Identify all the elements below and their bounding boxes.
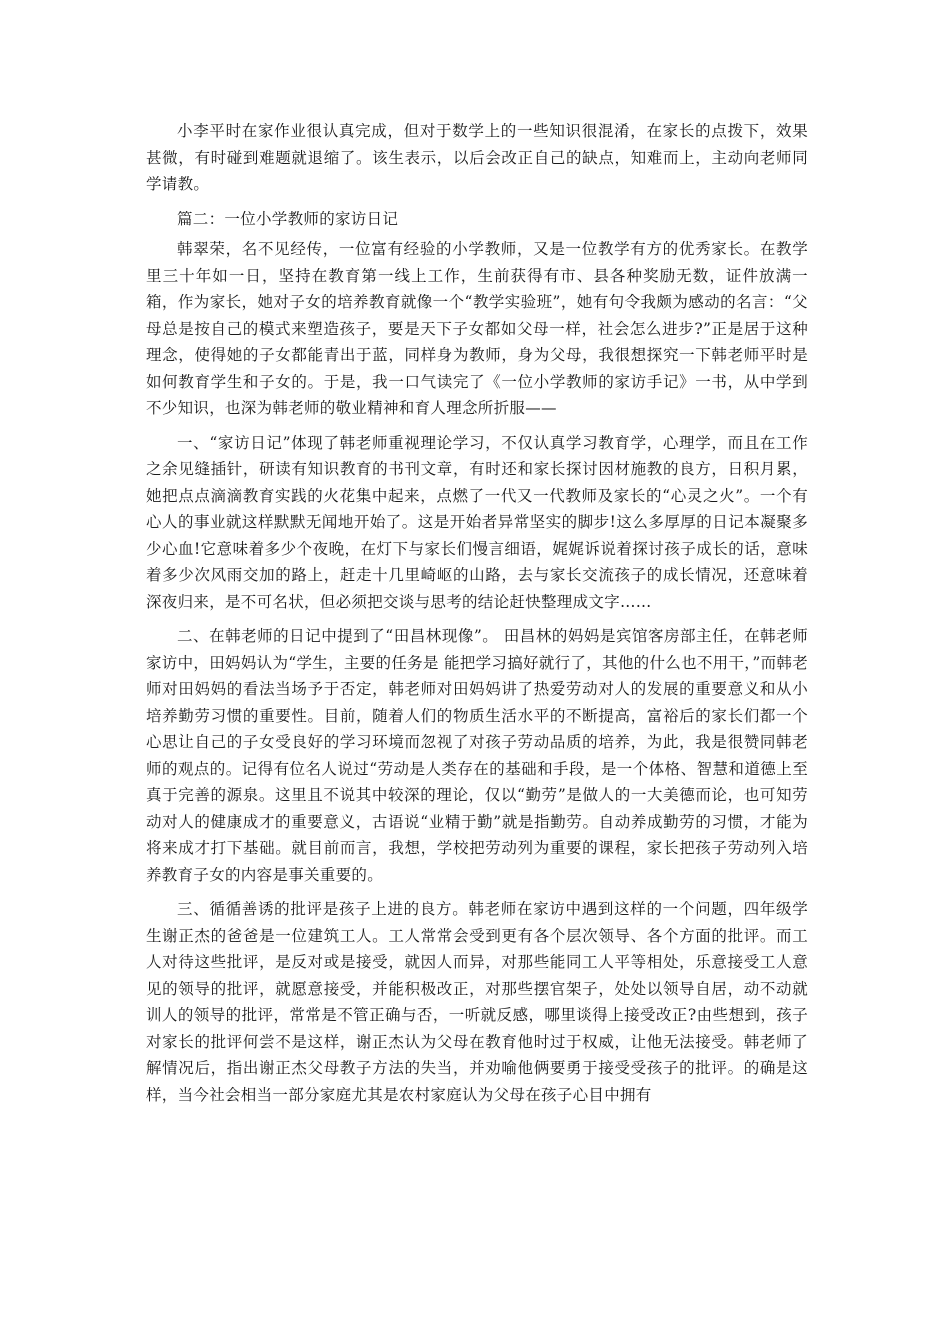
section-heading: 篇二：一位小学教师的家访日记 [177, 209, 399, 228]
paragraph-point-one: 一、“家访日记”体现了韩老师重视理论学习，不仅认真学习教育学，心理学，而且在工作之余见缝插针，研读有知识教育的书刊文章，有时还和家长探讨因材施教的良方，日积月累，她把点点滴滴教育实践的火花集中起来，点燃了一代又一代教师及家长的“心灵之火”。一个有心人的事业就这样默默无闻地开始了。这是开始者异常坚实的脚步!这么多厚厚的日记本凝聚多少心血!它意味着多少个夜晚，在灯下与家长们慢言细语，娓娓诉说着探讨孩子成长的话，意味着多少次风雨交加的路上，赶走十几里崎岖的山路，去与家长交流孩子的成长情况，还意味着深夜归来，是不可名状，但必须把交谈与思考的结论赶快整理成文字…… [146, 433, 808, 611]
document-page [146, 118, 808, 1116]
paragraph-point-three: 三、循循善诱的批评是孩子上进的良方。韩老师在家访中遇到这样的一个问题，四年级学生谢正杰的爸爸是一位建筑工人。工人常常会受到更有各个层次领导、各个方面的批评。而工人对待这些批评，是反对或是接受，就因人而异，对那些能同工人平等相处，乐意接受工人意见的领导的批评，就愿意接受，并能积极改正，对那些摆官架子，处处以领导自居，动不动就训人的领导的批评，常常是不管正确与否，一听就反感，哪里谈得上接受改正?由些想到，孩子对家长的批评何尝不是这样，谢正杰认为父母在教育他时过于权威，让他无法接受。韩老师了解情况后，指出谢正杰父母教子方法的失当，并劝喻他俩要勇于接受受孩子的批评。的确是这样，当今社会相当一部分家庭尤其是农村家庭认为父母在孩子心目中拥有 [146, 900, 808, 1104]
paragraph-intro: 小李平时在家作业很认真完成，但对于数学上的一些知识很混淆，在家长的点拨下，效果甚微，有时碰到难题就退缩了。该生表示，以后会改正自己的缺点，知难而上，主动向老师同学请教。 [146, 122, 808, 193]
paragraph-point-two: 二、在韩老师的日记中提到了“田昌林现像”。 田昌林的妈妈是宾馆客房部主任，在韩老师家访中，田妈妈认为“学生，主要的任务是 能把学习搞好就行了，其他的什么也不用干，”而韩老师对田妈妈的看法当场予于否定，韩老师对田妈妈讲了热爱劳动对人的发展的重要意义和从小培养勤劳习惯的重要性。目前，随着人们的物质生活水平的不断提高，富裕后的家长们都一个心思让自己的子女受良好的学习环境而忽视了对孩子劳动品质的培养，为此，我是很赞同韩老师的观点的。记得有位名人说过“劳动是人类存在的基础和手段，是一个体格、智慧和道德上至真于完善的源泉。这里且不说其中较深的理论，仅以“勤劳”是做人的一大美德而论，也可知劳动对人的健康成才的重要意义，古语说“业精于勤”就是指勤劳。自动养成勤劳的习惯，才能为将来成才打下基础。就目前而言，我想，学校把劳动列为重要的课程，家长把孩子劳动列入培养教育子女的内容是事关重要的。 [146, 627, 808, 884]
paragraph-han-cuirong: 韩翠荣，名不见经传，一位富有经验的小学教师，又是一位教学有方的优秀家长。在教学里三十年如一日，坚持在教育第一线上工作，生前获得有市、县各种奖励无数，证件放满一箱，作为家长，她对子女的培养教育就像一个“教学实验班”，她有句令我颇为感动的名言：“父母总是按自己的模式来塑造孩子，要是天下子女都如父母一样，社会怎么进步?”正是居于这种理念，使得她的子女都能青出于蓝，同样身为教师，身为父母，我很想探究一下韩老师平时是如何教育学生和子女的。于是，我一口气读完了《一位小学教师的家访手记》一书，从中学到不少知识，也深为韩老师的敬业精神和育人理念所折服—— [146, 240, 808, 417]
